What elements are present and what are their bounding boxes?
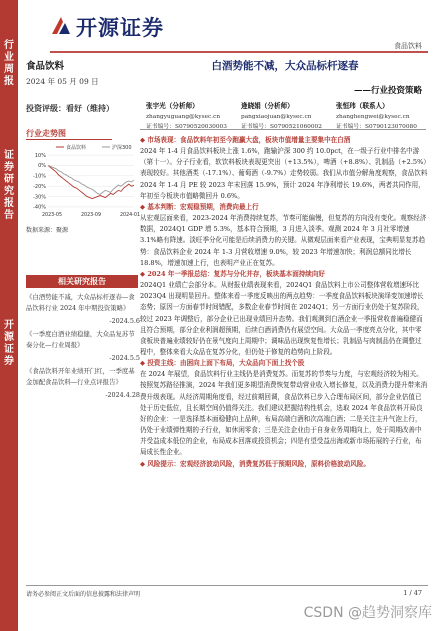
related-report[interactable]: 《白酒势能不减，大众品标杆逐春—食品饮料行业 2024 年中期投资策略》 — [26, 293, 135, 312]
x-tick-label: 2024-01 — [119, 213, 141, 218]
legend-label: 食品饮料 — [66, 144, 87, 151]
x-tick-label: 2023-09 — [80, 213, 102, 218]
section-heading: ◆ 投资主线：由困向上面下布局，大众品向下面上找个股 — [140, 359, 305, 368]
y-tick-label: -40% — [33, 204, 46, 211]
x-tick-label: 2023-05 — [41, 213, 63, 218]
analyst-email[interactable]: pangxiaojuan@kysec.cn — [241, 114, 312, 120]
analyst-email[interactable]: zhangyuguang@kysec.cn — [146, 114, 221, 120]
brand-logo-icon — [50, 14, 72, 36]
section-heading: ◆ 风险提示：宏观经济波动风险，消费复苏低于预期风险，原料价格波动风险。 — [140, 459, 370, 468]
footer-disclaimer: 请务必参阅正文后面的信息披露和法律声明 — [26, 591, 141, 598]
analyst-cert: 证书编号：S0790123070080 — [336, 124, 417, 130]
trend-title: 行业走势图 — [26, 129, 66, 138]
related-reports-header: 相关研究报告 — [26, 275, 138, 288]
related-reports-list — [26, 292, 140, 403]
related-report-date: -2024.5.5 — [109, 354, 140, 362]
related-report[interactable]: 《食品饮料开年业绩开门红，一季度基金加配食品饮料—行业点评报告》 — [26, 367, 135, 386]
y-tick-label: -20% — [33, 183, 46, 190]
page-number: 1 / 47 — [403, 589, 422, 597]
related-report-date: -2024.4.28 — [105, 391, 140, 399]
analyst-name: 张宇光（分析师） — [146, 102, 199, 110]
analyst-card — [241, 101, 336, 132]
trend-section-header — [26, 127, 112, 140]
brand-name: 开源证券 — [76, 16, 164, 40]
report-body — [140, 135, 428, 470]
report-subtitle: ——行业投资策略 — [353, 86, 422, 96]
industry-name: 食品饮料 — [26, 61, 65, 72]
strip-label-top: 行业周报 — [4, 40, 14, 87]
section-heading: ◆ 基本判断：宏观稳预期，消费向最上行 — [140, 202, 259, 211]
investment-rating: 投资评级：看好（维持） — [26, 103, 114, 113]
report-title: 白酒势能不减，大众品标杆逐春 — [211, 60, 359, 72]
legend-label: 沪深300 — [112, 144, 132, 151]
section-heading: ◆ 市场表现：食品饮料年初至今跑赢大盘，板块市值增量主要集中在白酒 — [140, 136, 351, 144]
body-paragraph: 从宏观层面来看，2023-2024 年消费持续复苏，节奏可能偏慢，但复苏的方向没有变化。观察经济数据，2024Q1 GDP 增 5.3%，基本符合预期，3 月进入淡季。观测 2024 年 3 月社零增速 3.1%略有降速。淡旺季分化可能是后续消费力的关键。从微观层面来看产业表现，宝典明显复苏趋势：食品饮料企业 2024 年 1-3 月营收增速 9.0%，较 2023 年增速加快；利润总额同比增长 18.8%，增速加速上行，也表明产业正在复苏。 — [140, 214, 427, 267]
body-paragraph: 2024 年 1-4 月食品饮料板块上涨 1.6%，跑输沪深 300 约 10.0pct，在一级子行业中排名中游（第十一）。分子行业看，软饮料板块表现更突出（+13.5%），啤酒（+8.8%）、乳制品（+2.5%）表现较好。其他酒类（-17.1%）、葡萄酒（-9.7%）走势较弱。我们从市值分解角度观察，食品饮料 2024 年 1-4 月 PE 较 2023 年末回落 15.9%，预计 2024 年净利增长 19.6%，两者共同作用，年初至今板块市值略微回升 0.6%。 — [140, 147, 428, 200]
analyst-cert: 证书编号：S0790520030003 — [146, 124, 227, 130]
side-strip — [0, 0, 18, 631]
section-heading: ◆ 2024 年一季报总结：复苏与分化并存，板块基本面持续向好 — [140, 269, 325, 278]
strip-label-middle: 证券研究报告 — [4, 150, 14, 221]
y-tick-label: 10% — [34, 152, 46, 159]
series-line — [48, 165, 134, 198]
footer-divider — [26, 585, 428, 586]
related-report-date: -2024.5.6 — [109, 317, 140, 325]
body-paragraph: 在 2024 年展望，食品饮料行业主线仍是消费复苏。而复苏的节奏与力度，与宏观经济较为相关。按照复苏路径推演，2024 年我们更多期望消费恢复带动营业收入增长修复，以及消费力提升带来消费升级表现。从经济周期角度看，经过前期回调，食品饮料已步入合理布局区间，部分企业估值已处于历史低位，且长期空间仍值得关注。我们建议把握结构性机会，选取 2024 年食品饮料开局良好的企业：一是选择基本面稳健向上品种，布局高端白酒和次高端白酒；二是关注主升气泡上行，仍处于业绩弹性期的子行业，如休闲零食；三是关注企业由于自身业务周期向上，处于周期改善中并受益成本低位的企业，布局成本回落或投资机会；四是有望受益出海或新市场拓展的子行业，布局成长性企业。 — [140, 370, 428, 457]
body-paragraph: 2024Q1 业绩亡会部分本。从财报业绩表现来看，2024Q1 食品饮料上市公司整体营收增速环比 2023Q4 出现明显回升。整体来看一季度反映出的两点趋势：一季度食品饮料板块演绎变加速增长态势；原因一方面春节时间错配，多数企业春节时间在 2024Q1；另一方面行业仍处于复苏阶段，较过 2023 年调整后，部分企业已出现业绩回升态势。我们观测到白酒企业一季报营收普遍稳健而且符合预期，部分企业利润超预期，后续白酒消费仍有展望空间。大众品一季度亮点分化，其中零食板块普遍业绩较好仍在景气度向上周期中；调味品出现恢复性增长；乳制品与肉制品仍在调整过程中，整体来看大众品在复苏分化，但仍处于修复的趋势向上阶段。 — [140, 281, 424, 356]
y-tick-label: 0% — [38, 163, 46, 170]
watermark: CSDN @趋势洞察库 — [303, 605, 432, 621]
trend-chart — [26, 143, 141, 223]
header-category: 食品饮料 — [394, 42, 422, 50]
analyst-cert: 证书编号：S0790521060002 — [241, 124, 322, 130]
header-divider — [50, 51, 428, 53]
analyst-name: 逄晓娟（分析师） — [241, 102, 294, 110]
chart-source: 数据来源：聚源 — [26, 227, 69, 234]
analyst-card — [336, 101, 431, 132]
y-tick-label: -30% — [33, 194, 46, 201]
analyst-email[interactable]: zhanghengwei@kysec.cn — [336, 114, 410, 120]
y-tick-label: -10% — [33, 173, 46, 180]
report-date: 2024 年 05 月 09 日 — [26, 77, 99, 86]
strip-label-bottom: 开源证券 — [4, 320, 14, 367]
series-line — [48, 165, 134, 194]
analyst-name: 张恒玮（联系人） — [336, 102, 389, 110]
analyst-divider — [140, 129, 426, 130]
analyst-card — [146, 101, 241, 132]
related-report[interactable]: 《一季度白酒业绩稳健，大众品复苏节奏分化—行业周报》 — [26, 330, 135, 349]
